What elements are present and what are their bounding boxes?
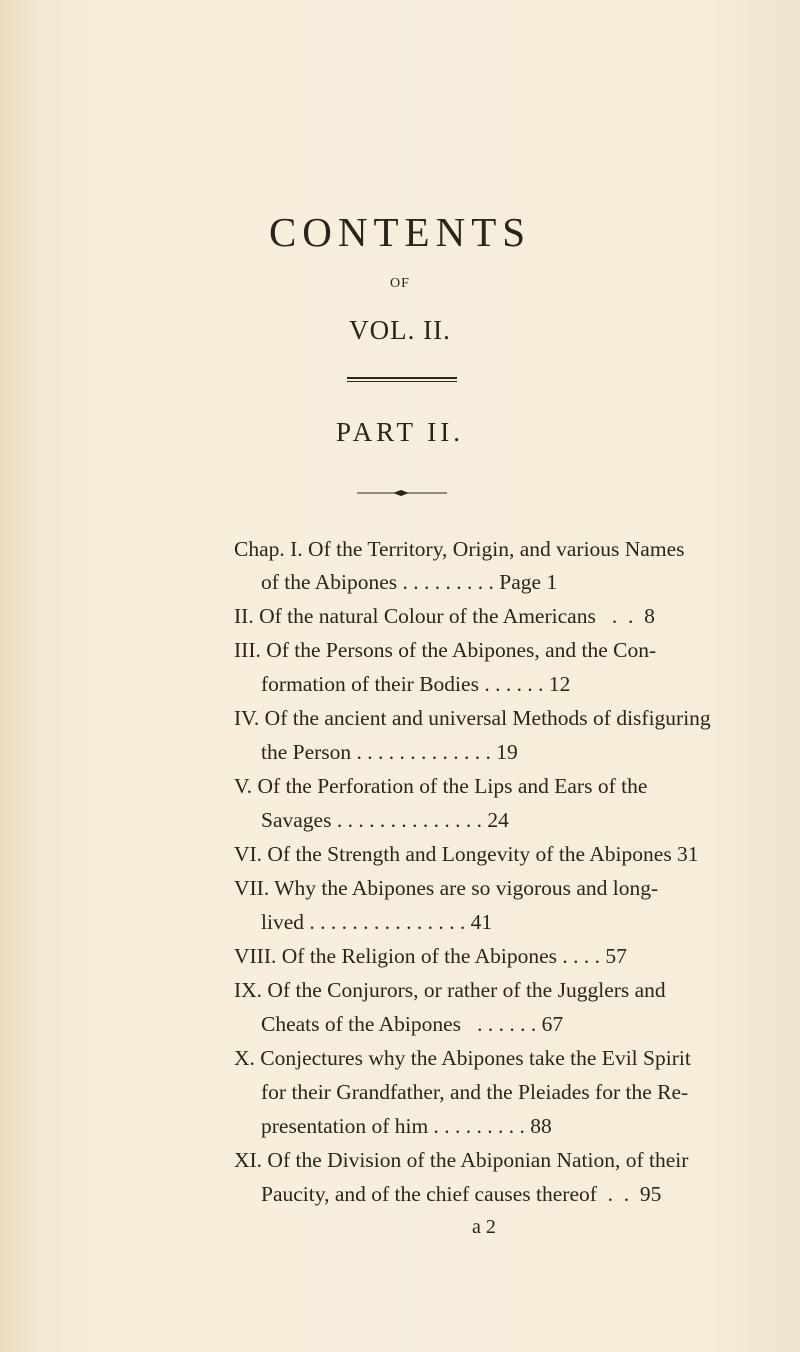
volume-label: VOL. II.	[349, 315, 451, 345]
toc-entry-3-line-1: III. Of the Persons of the Abipones, and the Con-	[234, 638, 657, 662]
toc-entry-4-line-1: IV. Of the ancient and universal Methods of disfiguring	[234, 706, 711, 730]
toc-entry-11-line-2: Paucity, and of the chief causes thereof . . 95	[261, 1182, 662, 1206]
toc-entry-3-line-2: formation of their Bodies . . . . . . 12	[261, 672, 571, 696]
part-label: PART II.	[336, 417, 464, 447]
toc-entry-10-line-2: for their Grandfather, and the Pleiades for the Re-	[261, 1080, 689, 1104]
toc-entry-1-line-2: of the Abipones . . . . . . . . . Page 1	[261, 570, 558, 594]
toc-entry-11-line-1: XI. Of the Division of the Abiponian Nation, of their	[234, 1148, 689, 1172]
toc-entry-1-line-1: Chap. I. Of the Territory, Origin, and various Names	[234, 537, 685, 561]
toc-entry-5-line-2: Savages . . . . . . . . . . . . . . 24	[261, 808, 509, 832]
of-label: OF	[390, 276, 410, 291]
ornament-divider-icon	[357, 489, 447, 497]
contents-title: CONTENTS	[268, 209, 532, 255]
signature-mark: a 2	[472, 1216, 496, 1238]
toc-entry-9-line-2: Cheats of the Abipones . . . . . . 67	[261, 1012, 564, 1036]
toc-entry-7-line-1: VII. Why the Abipones are so vigorous and long-	[234, 876, 659, 900]
toc-entry-9-line-1: IX. Of the Conjurors, or rather of the Jugglers and	[234, 978, 666, 1002]
toc-entry-6-line-1: VI. Of the Strength and Longevity of the Abipones 31	[234, 842, 699, 866]
toc-entry-5-line-1: V. Of the Perforation of the Lips and Ears of the	[234, 774, 648, 798]
toc-entry-10-line-1: X. Conjectures why the Abipones take the Evil Spirit	[234, 1046, 691, 1070]
toc-entry-2-line-1: II. Of the natural Colour of the Americans . . 8	[234, 604, 655, 628]
double-rule-divider	[347, 377, 457, 382]
toc-entry-7-line-2: lived . . . . . . . . . . . . . . . 41	[261, 910, 493, 934]
toc-entry-10-line-3: presentation of him . . . . . . . . . 88	[261, 1114, 552, 1138]
toc-entry-4-line-2: the Person . . . . . . . . . . . . . 19	[261, 740, 518, 764]
toc-entry-8-line-1: VIII. Of the Religion of the Abipones . . . . 57	[234, 944, 627, 968]
